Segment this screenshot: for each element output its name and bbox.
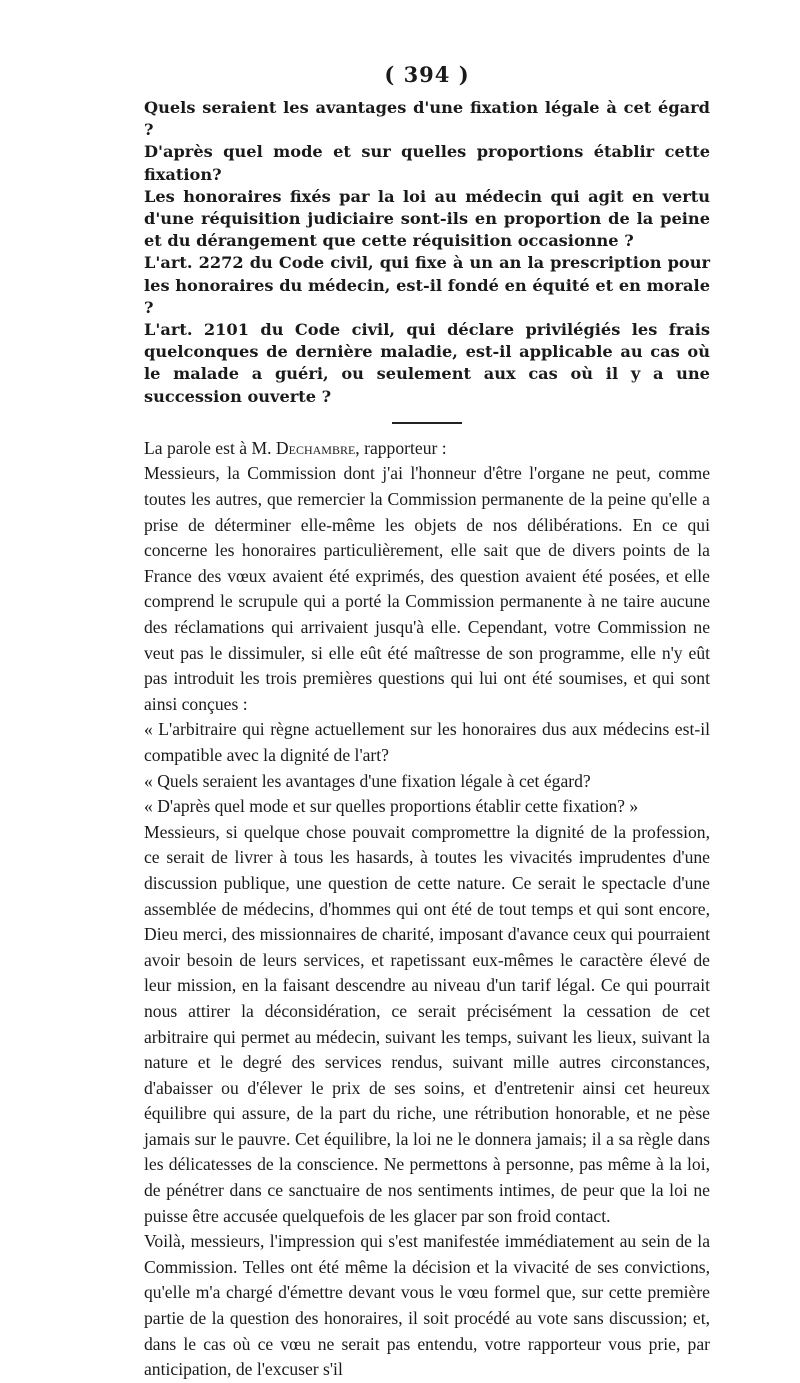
- page: [144, 62, 710, 1383]
- speaker-intro: La parole est à M.: [144, 437, 276, 458]
- paragraph-2: Messieurs, si quelque chose pouvait compromettre la dignité de la profession, ce serait de livrer à tous les hasards, à toutes les vivacités imprudentes d'une discussion publique, une question de cette nature. Ce serait le spectacle d'une assemblée de médecins, d'hommes qui ont été de tout temps et qui sont encore, Dieu merci, des missionnaires de charité, imposant d'avance ceux qui pourraient avoir besoin de leurs services, et rapetissant eux-mêmes le caractère élevé de leur mission, en la faisant descendre au niveau d'un tarif légal. Ce qui pourrait nous attirer la déconsidération, ce serait précisément la cessation de cet arbitraire qui permet au médecin, suivant les temps, suivant les lieux, suivant la nature et le degré des services rendus, suivant mille autres circonstances, d'abaisser ou d'élever le prix de ses soins, et d'entretenir ainsi cet heureux équilibre qui assure, de la part du riche, une rétribution honorable, et ne pèse jamais sur le pauvre. Cet équilibre, la loi ne le donnera jamais; il a sa règle dans les délicatesses de la conscience. Ne permettons à personne, pas même à la loi, de pénétrer dans ce sanctuaire de nos sentiments intimes, de peur que la loi ne puisse être accusée quelquefois de les glacer par son froid contact.: [144, 821, 710, 1226]
- question-4: L'art. 2272 du Code civil, qui fixe à un an la prescription pour les honoraires du médecin, est-il fondé en équité et en morale ?: [144, 253, 710, 317]
- question-5: L'art. 2101 du Code civil, qui déclare privilégiés les frais quelconques de dernière maladie, est-il applicable au cas où le malade a guéri, ou seulement aux cas où il y a une succession ouverte ?: [144, 320, 710, 406]
- paragraph-3: Voilà, messieurs, l'impression qui s'est manifestée immédiatement au sein de la Commission. Telles ont été même la décision et la vivacité de ses convictions, qu'elle m'a chargé d'émettre devant vous le vœu formel que, sur cette première partie de la question des honoraires, il soit procédé au vote sans discussion; et, dans le cas où ce vœu ne serait pas entendu, votre rapporteur vous prie, par anticipation, de l'excuser s'il: [144, 1231, 710, 1380]
- question-1: Quels seraient les avantages d'une fixation légale à cet égard ?: [144, 98, 710, 140]
- quote-2: « Quels seraient les avantages d'une fixation légale à cet égard?: [144, 770, 591, 791]
- speaker-role: , rapporteur :: [355, 437, 447, 458]
- speaker-line: [144, 436, 710, 462]
- page-number: ( 394 ): [384, 62, 470, 87]
- separator-rule: [392, 422, 462, 424]
- speaker-name: Dechambre: [275, 437, 356, 458]
- question-3: Les honoraires fixés par la loi au médecin qui agit en vertu d'une réquisition judiciaire sont-ils en proportion de la peine et du dérangement que cette réquisition occasionne ?: [144, 186, 710, 251]
- quote-1: « L'arbitraire qui règne actuellement sur les honoraires dus aux médecins est-il compatible avec la dignité de l'art?: [144, 719, 710, 765]
- question-2: D'après quel mode et sur quelles proportions établir cette fixation?: [144, 142, 710, 184]
- paragraph-1: Messieurs, la Commission dont j'ai l'honneur d'être l'organe ne peut, comme toutes les autres, que remercier la Commission permanente de la peine qu'elle a prise de déterminer elle-même les objets de nos délibérations. En ce qui concerne les honoraires particulièrement, elle sait que de divers points de la France des vœux avaient été exprimés, des question avaient été posées, et elle comprend le scrupule qui a porté la Commission permanente à ne taire aucune des réclamations qui arrivaient jusqu'à elle. Cependant, votre Commission ne veut pas le dissimuler, si elle eût été maîtresse de son programme, elle n'y eût pas introduit les trois premières questions qui lui ont été soumises, et qui sont ainsi conçues :: [144, 463, 710, 714]
- quote-3: « D'après quel mode et sur quelles proportions établir cette fixation? »: [144, 796, 639, 817]
- report-text: [144, 436, 710, 1383]
- questions-block: [144, 97, 710, 408]
